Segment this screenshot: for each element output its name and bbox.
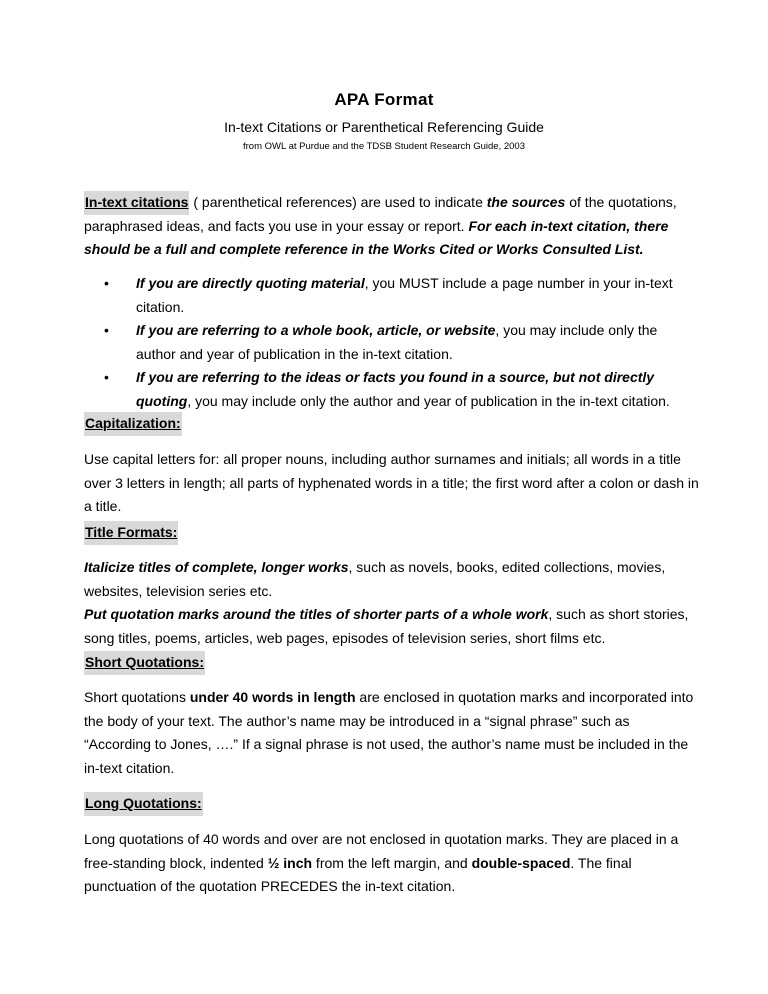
long-quotations-heading: Long Quotations: <box>84 792 203 816</box>
long-quotations-section <box>84 792 699 816</box>
bullet-icon: • <box>104 369 109 385</box>
bullet-rest: , you may include only the author and year of publication in the in-text citation. <box>187 392 670 409</box>
list-item <box>84 366 699 413</box>
list-item <box>84 272 699 319</box>
title-formats-lead-1: Italicize titles of complete, longer works <box>84 559 349 575</box>
long-quotations-bold-2: double-spaced <box>471 854 571 871</box>
capitalization-heading: Capitalization: <box>84 412 182 436</box>
bullet-rest: , you may include only the author and year of publication in the in-text citation. <box>136 322 658 362</box>
capitalization-section <box>84 412 699 436</box>
intro-paragraph <box>84 191 699 262</box>
bullet-lead: If you are referring to a whole book, article, or website <box>136 322 496 338</box>
list-item <box>84 319 699 366</box>
intro-emphasis-1: the sources <box>486 194 566 210</box>
short-quotations-section <box>84 651 699 675</box>
bullet-lead: If you are directly quoting material <box>136 275 365 291</box>
title-formats-body <box>84 556 699 650</box>
title-formats-rest-1: , such as novels, books, edited collections, movies, websites, television series etc. <box>84 559 666 599</box>
short-quotations-bold-1: under 40 words in length <box>189 689 356 705</box>
long-quotations-bold-1: ½ inch <box>267 854 313 871</box>
short-quotations-text-2: are enclosed in quotation marks and incorporated into the body of your text. The author’s name may be introduced in a “signal phrase” such as “According to Jones, ….” If a signal phrase is not used, the author’s name must be included in the in-text citation. <box>84 689 694 776</box>
intro-emphasis-2: For each in-text citation, there should be a full and complete reference in the Works Cited or Works Consulted List. <box>84 217 669 257</box>
citation-rules-list <box>84 272 699 413</box>
short-quotations-text-1: Short quotations <box>84 689 190 705</box>
bullet-icon: • <box>104 322 109 338</box>
intro-text-1: ( parenthetical references) are used to indicate <box>189 194 487 210</box>
title-formats-section <box>84 521 699 545</box>
bullet-icon: • <box>104 275 109 291</box>
document-subtitle: In-text Citations or Parenthetical Referencing Guide <box>224 119 544 135</box>
intro-text-2: of the quotations, paraphrased ideas, and facts you use in your essay or report. <box>84 194 677 234</box>
intro-term: In-text citations <box>84 191 189 215</box>
long-quotations-body <box>84 828 699 899</box>
title-formats-heading: Title Formats: <box>84 521 178 545</box>
long-quotations-text-2: from the left margin, and <box>312 854 472 871</box>
title-formats-rest-2: , such as short stories, song titles, poems, articles, web pages, episodes of television series, short films etc. <box>84 606 689 646</box>
source-note: from OWL at Purdue and the TDSB Student Research Guide, 2003 <box>243 141 525 152</box>
bullet-rest: , you MUST include a page number in your in-text citation. <box>136 275 673 315</box>
short-quotations-heading: Short Quotations: <box>84 651 205 675</box>
short-quotations-body <box>84 686 699 780</box>
long-quotations-text-3: . The final punctuation of the quotation PRECEDES the in-text citation. <box>84 854 632 894</box>
document-title: APA Format <box>334 90 434 109</box>
title-formats-lead-2: Put quotation marks around the titles of shorter parts of a whole work <box>84 606 549 622</box>
long-quotations-text-1: Long quotations of 40 words and over are not enclosed in quotation marks. They are placed in a free-standing block, indented <box>84 831 679 871</box>
capitalization-body: Use capital letters for: all proper nouns, including author surnames and initials; all words in a title over 3 letters in length; all parts of hyphenated words in a title; the first word after a colon or dash in a title. <box>84 451 699 514</box>
bullet-lead: If you are referring to the ideas or facts you found in a source, but not directly quoting <box>136 369 655 409</box>
